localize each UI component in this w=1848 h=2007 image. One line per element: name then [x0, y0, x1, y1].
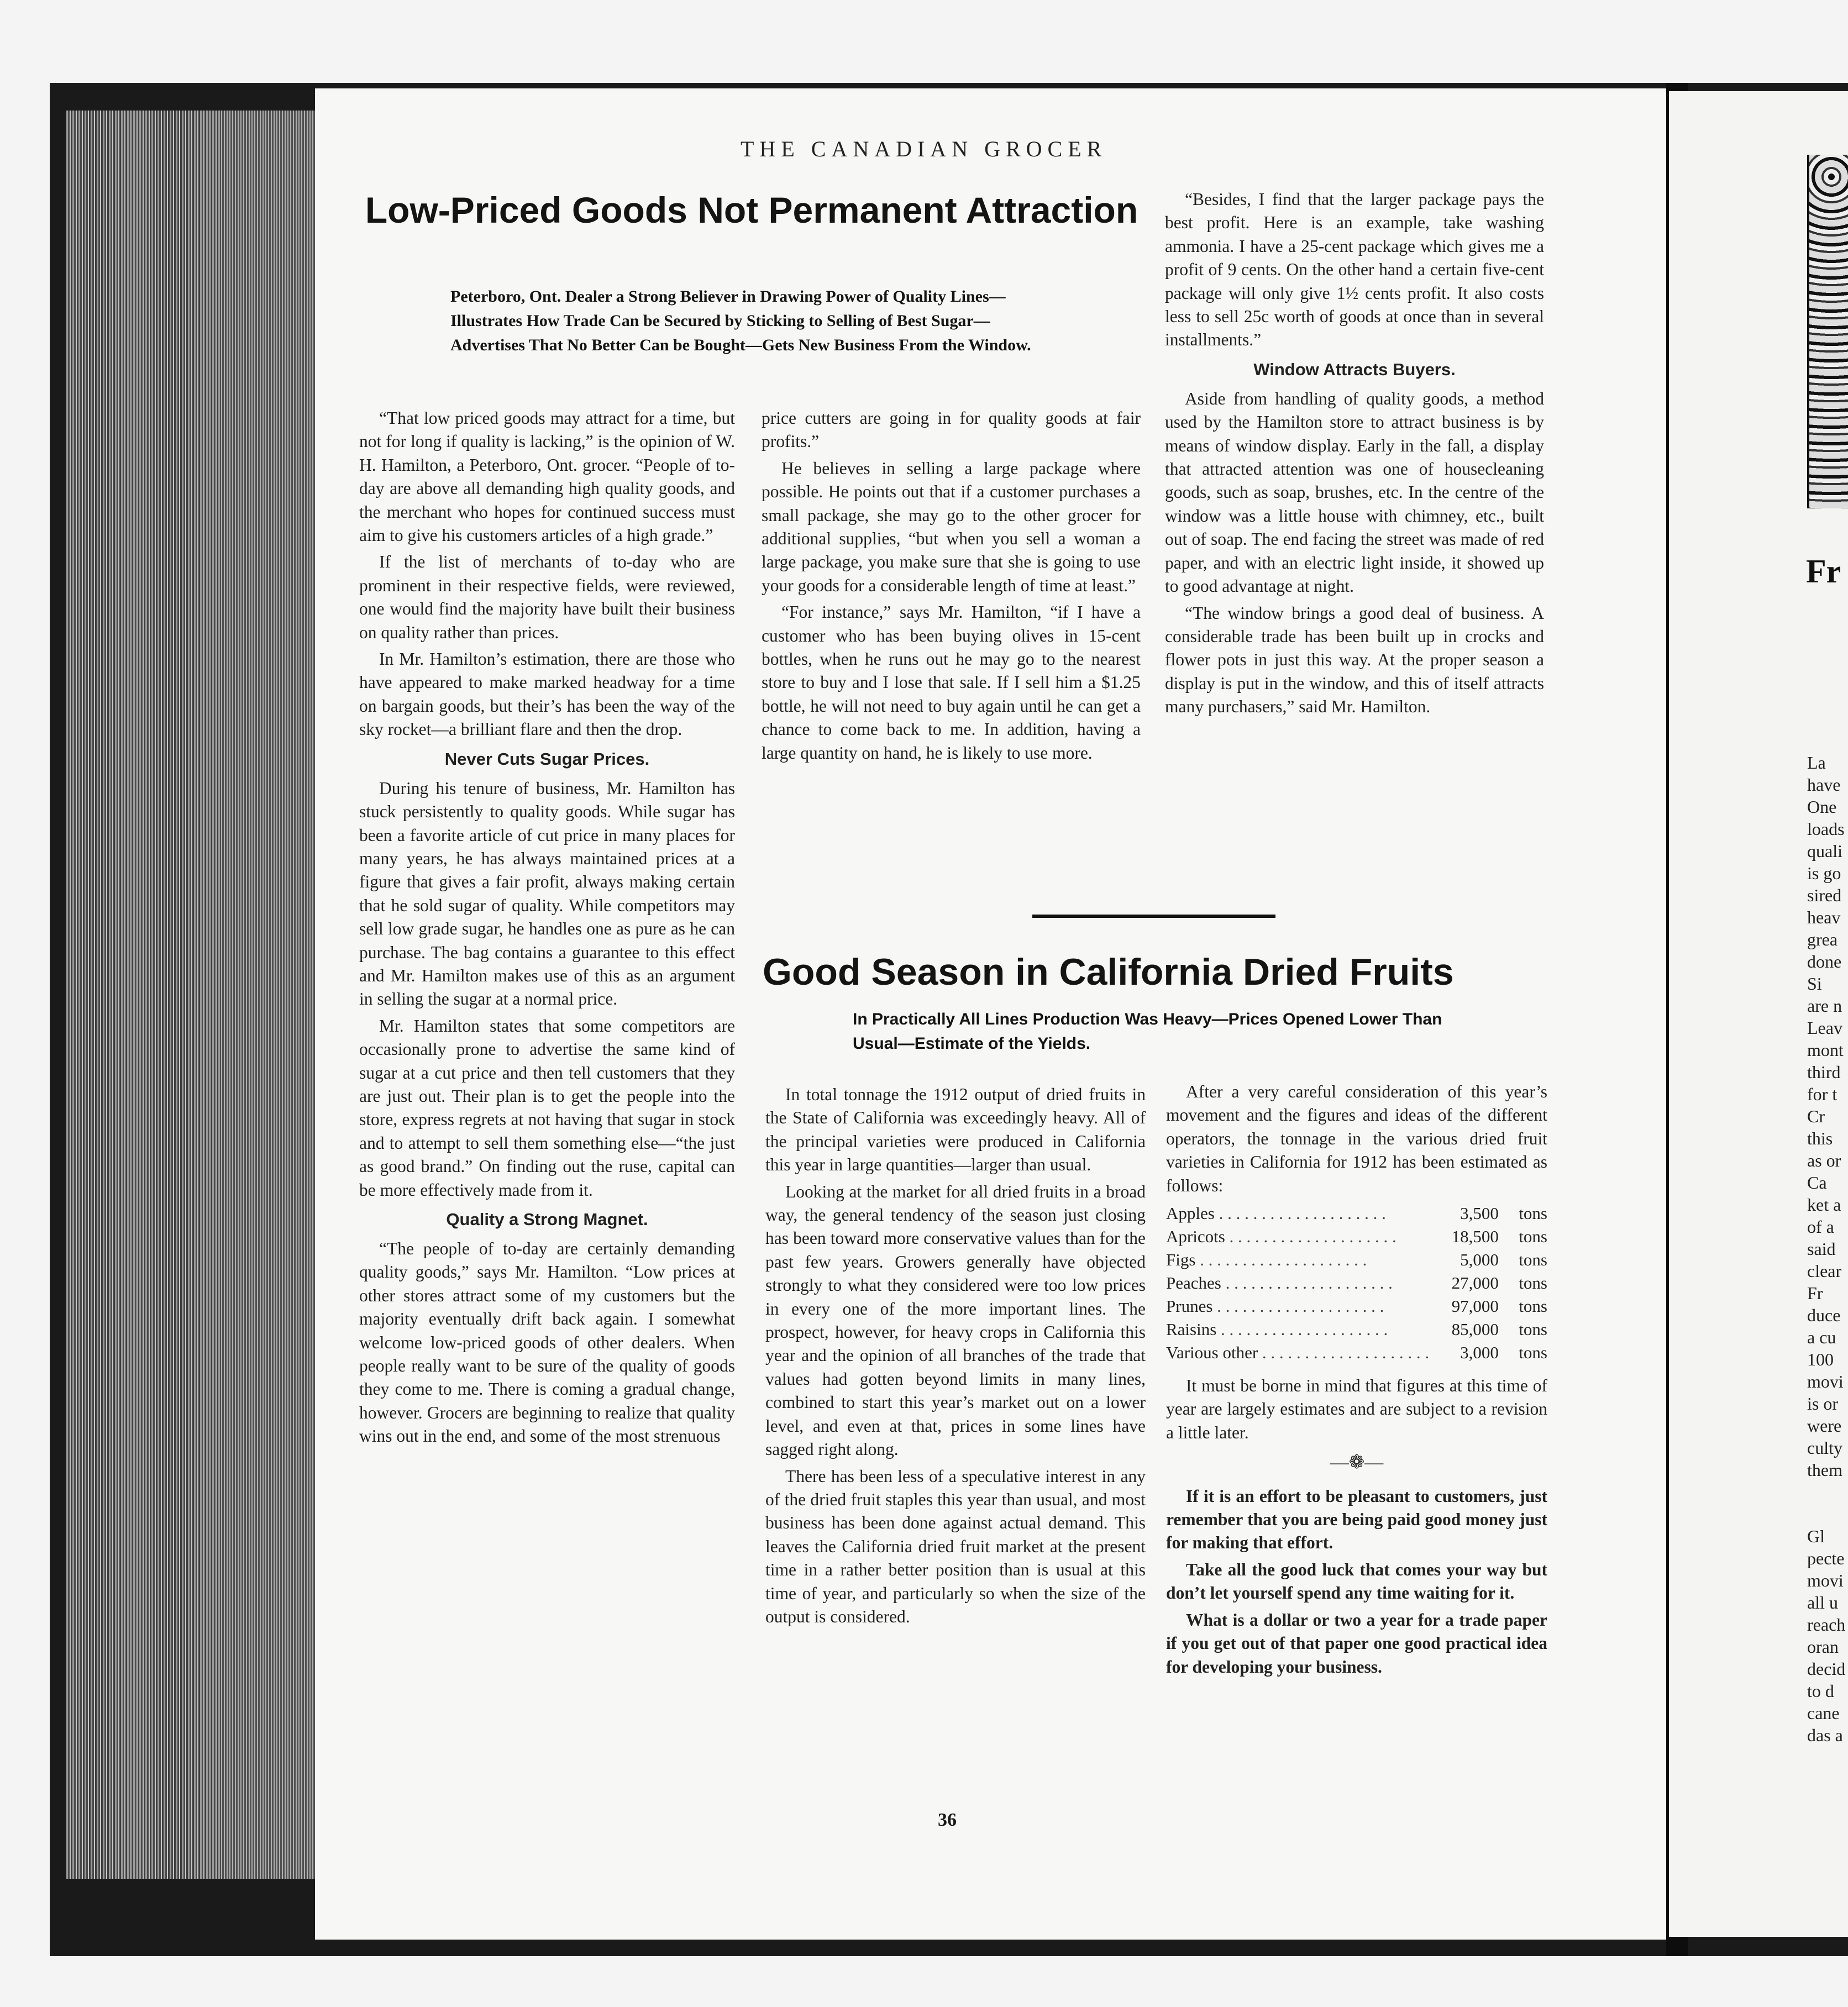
filler-paragraph: If it is an effort to be pleasant to customers, just remember that you are being paid good money just for making that effort.	[1166, 1486, 1547, 1553]
filler-paragraph: Take all the good luck that comes your way but don’t let yourself spend any time waiting for it.	[1166, 1559, 1547, 1603]
paragraph: In Mr. Hamilton’s estimation, there are those who have appeared to make marked headway for a time on bargain goods, but their’s has been the way of the sky rocket—a brilliant flare and then the drop.	[359, 649, 735, 739]
yield-unit: tons	[1519, 1273, 1547, 1293]
yield-amount: 5,000	[1460, 1250, 1499, 1270]
yield-fruit	[1166, 1225, 1429, 1248]
yield-fruit-name: Apples	[1166, 1204, 1215, 1223]
paragraph: “The people of to-day are certainly demanding quality goods,” says Mr. Hamilton. “Low prices at other stores attract some of my customers but the majority eventually drift back again. I somewhat welcome low-priced goods of other dealers. When people really want to be sure of the quality of goods they come to me. There is coming a gradual change, however. Grocers are beginning to realize that quality wins out in the end, and some of the most strenuous	[359, 1239, 735, 1446]
yield-row	[1166, 1341, 1547, 1364]
yield-row	[1166, 1248, 1547, 1272]
yield-fruit	[1166, 1248, 1429, 1272]
yield-amount: 18,500	[1451, 1227, 1499, 1247]
yield-table	[1166, 1202, 1547, 1364]
yield-fruit	[1166, 1341, 1429, 1364]
filler-paragraph: What is a dollar or two a year for a trade paper if you get out of that paper one good practical idea for developing your business.	[1166, 1610, 1547, 1677]
article1-column-3	[1165, 188, 1544, 722]
paragraph: During his tenure of business, Mr. Hamilton has stuck persistently to quality goods. While sugar has been a favorite article of cut price in many places for many years, he has always maintained prices at a figure that gives a fair profit, always making certain that he sold sugar of quality. While competitors may sell low grade sugar, he handles one as pure as he can purchase. The bag contains a guarantee to this effect and Mr. Hamilton makes use of this as an argument in selling the sugar at a normal price.	[359, 778, 735, 1009]
yield-fruit-name: Peaches	[1166, 1273, 1221, 1293]
leader-dots: . . . . . . . . . . . . . . . . . . . .	[1258, 1343, 1430, 1363]
running-head: THE CANADIAN GROCER	[741, 136, 1107, 161]
yield-unit: tons	[1519, 1296, 1547, 1316]
yield-amount: 27,000	[1451, 1273, 1499, 1293]
yield-row	[1166, 1225, 1547, 1248]
yield-amount: 3,000	[1460, 1343, 1499, 1363]
page-number: 36	[938, 1810, 957, 1830]
yield-fruit-name: Prunes	[1166, 1296, 1213, 1316]
leader-dots: . . . . . . . . . . . . . . . . . . . .	[1216, 1320, 1388, 1339]
paragraph: It must be borne in mind that figures at this time of year are largely estimates and are subject to a revision a little later.	[1166, 1376, 1547, 1442]
article1-column-1	[359, 407, 735, 1452]
yield-fruit	[1166, 1295, 1429, 1318]
yield-row	[1166, 1272, 1547, 1295]
paragraph: If the list of merchants of to-day who are prominent in their respective fields, were reviewed, one would find the majority have built their business on quality rather than prices.	[359, 552, 735, 642]
paragraph: Aside from handling of quality goods, a method used by the Hamilton store to attract business is by means of window display. Early in the fall, a display that attracted attention was one of housecleaning goods, such as soap, brushes, etc. In the centre of the window was a little house with chimney, etc., built out of soap. The end facing the street was made of red paper, and with an electric light inside, it showed up to good advantage at night.	[1165, 388, 1544, 596]
yield-fruit-name: Apricots	[1166, 1227, 1225, 1247]
leader-dots: . . . . . . . . . . . . . . . . . . . .	[1221, 1273, 1393, 1293]
paragraph: price cutters are going in for quality goods at fair profits.”	[762, 408, 1141, 451]
fruit-border-ornament	[1807, 155, 1848, 508]
yield-amount: 85,000	[1451, 1320, 1499, 1339]
yield-fruit	[1166, 1202, 1429, 1225]
yield-fruit-name: Figs	[1166, 1250, 1196, 1270]
article2-column-2	[1166, 1080, 1547, 1682]
yield-unit: tons	[1519, 1250, 1547, 1270]
yield-unit: tons	[1519, 1227, 1547, 1247]
paragraph: “The window brings a good deal of business. A considerable trade has been built up in crocks and flower pots in just this way. At the proper season a display is put in the window, and this of itself attracts many purchasers,” said Mr. Hamilton.	[1165, 603, 1544, 717]
article2-subtitle: In Practically All Lines Production Was Heavy—Prices Opened Lower Than Usual—Estimate of the Yields.	[853, 1010, 1442, 1053]
yield-unit: tons	[1519, 1343, 1547, 1363]
yield-row	[1166, 1318, 1547, 1341]
yield-row	[1166, 1202, 1547, 1225]
paragraph: Mr. Hamilton states that some competitors are occasionally prone to advertise the same kind of sugar at a cut price and then tell customers that they are just out. Their plan is to get the people into the store, express regrets at not having that sugar in stock and to attempt to sell them something else—“the just as good brand.” On finding out the ruse, capital can be more effectively made from it.	[359, 1016, 735, 1200]
leader-dots: . . . . . . . . . . . . . . . . . . . .	[1214, 1204, 1386, 1223]
paragraph: Looking at the market for all dried fruits in a broad way, the general tendency of the season just closing has been toward more conservative values than for the past few years. Growers generally have objected strongly to what they considered were too low prices in every one of the more important lines. The prospect, however, for heavy crops in California this year and the opinion of all branches of the trade that values had gotten beyond limits in many lines, combined to start this year’s market out on a lower level, and even at that, prices in some lines have sagged right along.	[765, 1181, 1146, 1459]
paragraph: “That low priced goods may attract for a time, but not for long if quality is lacking,” is the opinion of W. H. Hamilton, a Peterboro, Ont. grocer. “People of to-day are above all demanding high quality goods, and the merchant who hopes for continued success must aim to give his customers articles of a high grade.”	[359, 408, 735, 545]
leader-dots: . . . . . . . . . . . . . . . . . . . .	[1225, 1227, 1397, 1247]
article1-subtitle: Peterboro, Ont. Dealer a Strong Believer in Drawing Power of Quality Lines—Illustrates How Trade Can be Secured by Sticking to Selling of Best Sugar—Advertises That No Better Can be Bought—Gets New Business From the Window.	[450, 287, 1031, 354]
paragraph: After a very careful consideration of this year’s movement and the figures and ideas of the different operators, the tonnage in the various dried fruit varieties in California for 1912 has been estimated as follows:	[1166, 1082, 1547, 1195]
section-heading: Window Attracts Buyers.	[1253, 359, 1456, 379]
yield-amount: 97,000	[1451, 1296, 1499, 1316]
article2-column-1	[765, 1083, 1146, 1632]
yield-fruit-name: Various other	[1166, 1343, 1258, 1363]
yield-unit: tons	[1519, 1204, 1547, 1223]
section-heading: Never Cuts Sugar Prices.	[444, 749, 650, 769]
book-page-edges-inner	[221, 111, 315, 1879]
leader-dots: . . . . . . . . . . . . . . . . . . . .	[1212, 1296, 1384, 1316]
yield-fruit	[1166, 1318, 1429, 1341]
section-heading: Quality a Strong Magnet.	[446, 1210, 648, 1229]
yield-amount: 3,500	[1460, 1204, 1499, 1223]
article-divider	[1032, 915, 1275, 918]
leader-dots: . . . . . . . . . . . . . . . . . . . .	[1195, 1250, 1367, 1270]
article2-title: Good Season in California Dried Fruits	[763, 951, 1454, 993]
ornament-divider: —❁—	[1330, 1452, 1384, 1473]
paragraph: “Besides, I find that the larger package pays the best profit. Here is an example, take washing ammonia. I have a 25-cent package which gives me a profit of 9 cents. On the other hand a certain five-cent package will only give 1½ cents profit. It also costs less to sell 25c worth of goods at once than in several installments.”	[1165, 190, 1544, 350]
article1-title: Low-Priced Goods Not Permanent Attraction	[365, 190, 1138, 230]
article1-column-2	[762, 407, 1141, 768]
yield-fruit	[1166, 1272, 1429, 1295]
facing-page-heading: Fr	[1806, 553, 1841, 590]
facing-page-text-b: Gl pecte movi all u reach oran decid to d cane das a	[1807, 1526, 1846, 1745]
paragraph: In total tonnage the 1912 output of dried fruits in the State of California was exceedingly heavy. All of the principal varieties were produced in California this year in large quantities—larger than usual.	[765, 1085, 1146, 1175]
yield-fruit-name: Raisins	[1166, 1320, 1217, 1339]
yield-unit: tons	[1519, 1320, 1547, 1339]
yield-row	[1166, 1295, 1547, 1318]
facing-page-text-a: La have One loads quali is go sired heav grea done Si are n Leav mont third for t Cr this as or Ca ket a of a said clear Fr duce a cu 100 movi is or were culty them	[1807, 753, 1845, 1480]
paragraph: “For instance,” says Mr. Hamilton, “if I have a customer who has been buying olives in 15-cent bottles, when he runs out he may go to the nearest store to buy and I lose that sale. If I sell him a $1.25 bottle, he will not need to buy again until he can get a chance to come back to me. In addition, having a large quantity on hand, he is likely to use more.	[762, 602, 1141, 763]
paragraph: He believes in selling a large package where possible. He points out that if a customer purchases a small package, she may go to the other grocer for additional supplies, “but when you sell a woman a large package, you make sure that she is going to use your goods for a considerable length of time at least.”	[762, 458, 1141, 595]
paragraph: There has been less of a speculative interest in any of the dried fruit staples this year than usual, and most business has been done against actual demand. This leaves the California dried fruit market at the present time in a rather better position than is usual at this time of year, and particularly so when the size of the output is considered.	[765, 1466, 1146, 1626]
